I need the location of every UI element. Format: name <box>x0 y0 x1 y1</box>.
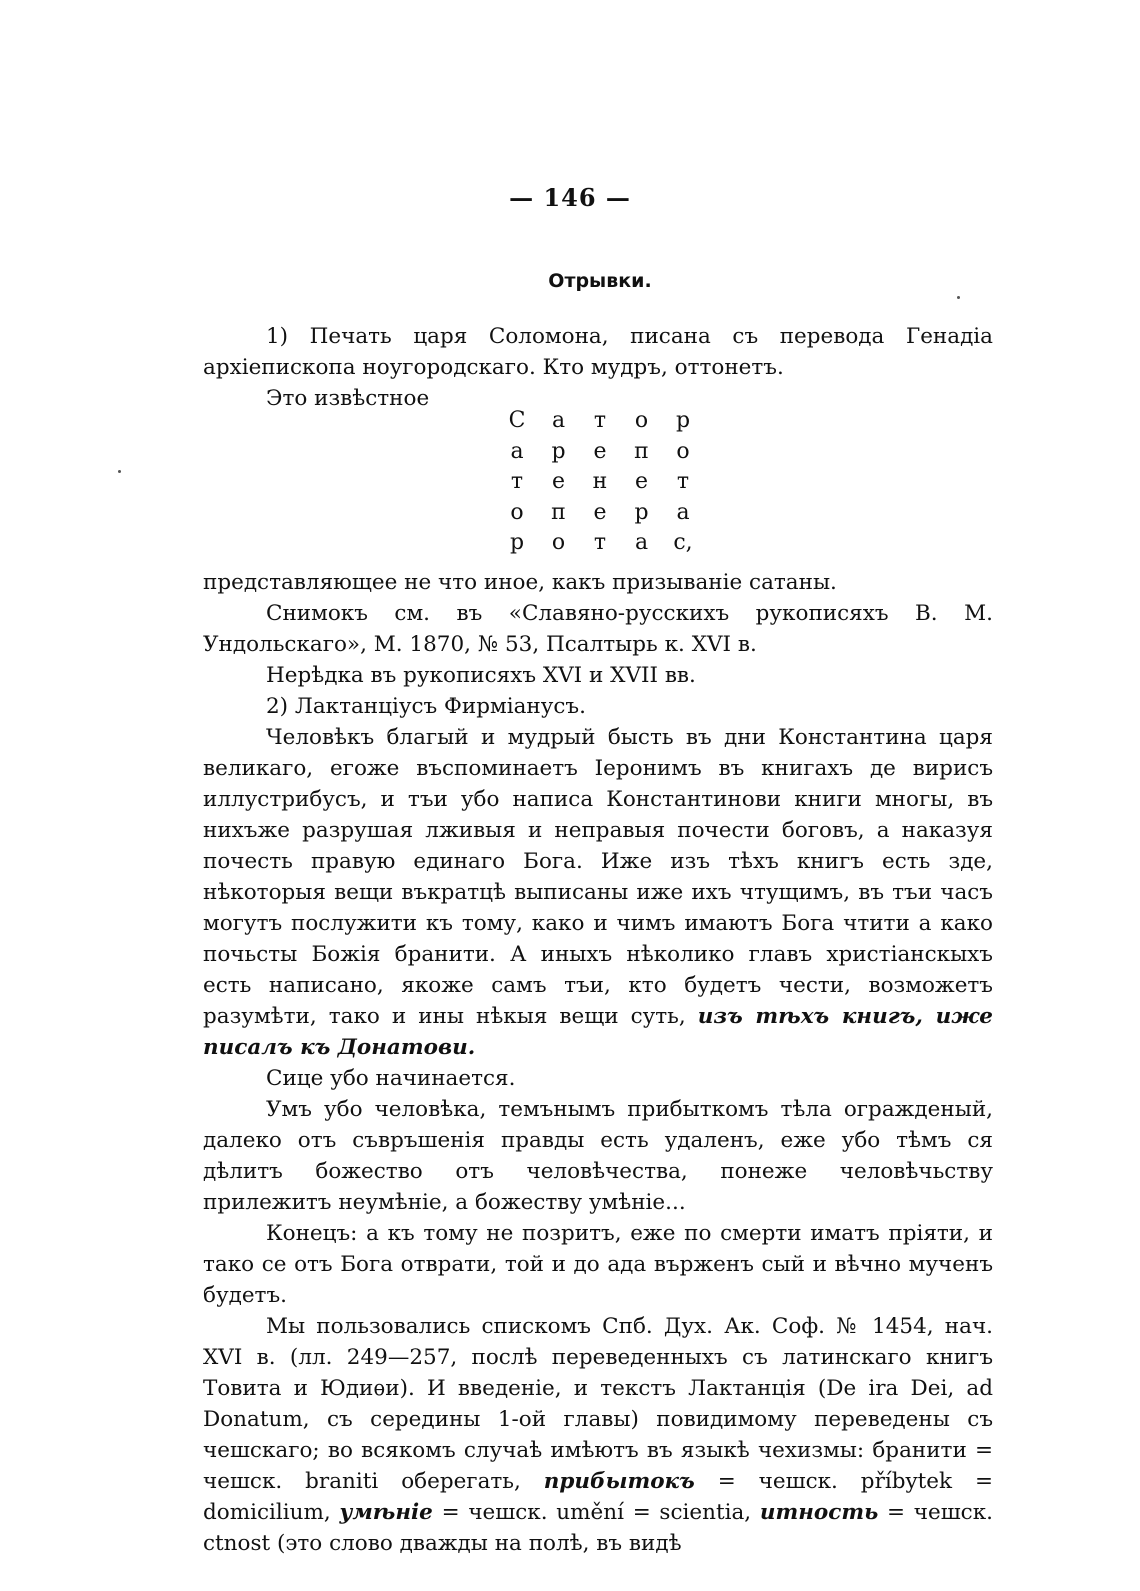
square-letter: о <box>551 530 566 555</box>
paragraph-neredka: Нерѣдка въ рукописяхъ XVI и XVII вв. <box>266 663 696 688</box>
square-letter: а <box>634 530 649 555</box>
notes-italic-3: итность <box>759 1500 879 1525</box>
square-letter: а <box>676 499 690 525</box>
square-letter: т <box>593 408 607 433</box>
square-letter: е <box>551 469 566 494</box>
paragraph-konec: Конецъ: а къ тому не позритъ, еже по смерти иматъ прiяти, и тако се отъ Бога отврати, той и до ада върженъ сый и вѣчно мученъ будетъ. <box>203 1221 993 1308</box>
text-block-main <box>203 567 993 1559</box>
paragraph-after-square: представляющее не что иное, какъ призываніе сатаны. <box>203 570 837 595</box>
square-letter: р <box>509 530 525 555</box>
scan-speck <box>957 296 960 299</box>
square-row <box>505 528 695 559</box>
chelovek-text: Человѣкъ благый и мудрый бысть въ дни Константина царя великаго, егоже въспоминаетъ Iеронимъ въ книгахъ де вирисъ иллустрибусъ, и тъи убо написа Константинови книги многы, въ нихъже разрушая лживыя и неправыя почести боговъ, а наказуя почесть правую единаго Бога. Иже изъ тѣхъ книгъ есть зде, нѣкоторыя вещи въкратцѣ выписаны иже ихъ чтущимъ, въ тъи часъ могутъ послужити къ тому, како и чимъ имаютъ Бога чтити а како почьсты Божiя бранити. А иныхъ нѣколико главъ христiанскыхъ есть написано, якоже самъ тъи, кто будетъ чести, возможетъ разумѣти, тако и ины нѣкыя вещи суть, <box>203 725 993 1029</box>
notes-text-d: = чешск. ctnost (это слово дважды на полѣ, въ видѣ <box>203 1500 993 1556</box>
square-letter: о <box>634 408 649 433</box>
sator-square <box>505 406 695 559</box>
paragraph-notes <box>203 1311 993 1559</box>
page-number: — 146 — <box>509 183 631 212</box>
square-letter: п <box>551 499 566 525</box>
paragraph-item-2: 2) Лактанцiусъ Фирмiанусъ. <box>266 694 586 719</box>
square-letter: н <box>592 469 608 494</box>
square-letter: о <box>676 438 690 464</box>
notes-italic-2: умѣнiе <box>339 1500 433 1525</box>
paragraph-chelovek <box>203 722 993 1063</box>
square-letter: т <box>676 469 690 494</box>
text-block-top <box>203 321 993 414</box>
paragraph-snimok: Снимокъ см. въ «Славяно-русскихъ рукописяхъ В. М. Ундольскаго», М. 1870, № 53, Псалтырь к. XVI в. <box>203 601 993 657</box>
square-letter: а <box>510 438 524 464</box>
paragraph-item-1: 1) Печать царя Соломона, писана съ перевода Генадiа архiепископа ноугородскаго. Кто мудръ, оттонетъ. <box>203 324 993 380</box>
chelovek-italic: изъ тѣхъ книгъ, иже писалъ къ Донатови. <box>203 1004 993 1060</box>
paragraph-um: Умъ убо человѣка, темънымъ прибыткомъ тѣла огражденый, далеко отъ съвръшенiя правды есть удаленъ, еже убо тѣмъ ся дѣлитъ божество отъ человѣчества, понеже человѣчьству прилежитъ неумѣнiе, а божеству умѣнiе... <box>203 1097 993 1215</box>
square-row <box>505 467 695 498</box>
notes-text-a: Мы пользовались спискомъ Спб. Дух. Ак. Соф. № 1454, нач. XVI в. (лл. 249—257, послѣ переведенныхъ съ латинскаго книгъ Товита и Юдиѳи). И введенiе, и текстъ Лактанцiя (De ira Dei, ad Donatum, съ середины 1-ой главы) повидимому переведены съ чешскаго; во всякомъ случаѣ имѣютъ въ языкѣ чехизмы: бранити = чешск. braniti оберегать, <box>203 1314 993 1494</box>
square-letter: р <box>634 499 649 525</box>
square-letter: р <box>551 438 566 464</box>
square-letter: е <box>634 469 649 494</box>
square-letter: т <box>593 530 607 555</box>
paragraph-sice: Сице убо начинается. <box>266 1066 516 1091</box>
square-letter: а <box>551 408 566 433</box>
square-letter: р <box>675 408 691 433</box>
section-heading: Отрывки. <box>548 270 652 292</box>
square-letter: е <box>593 438 607 464</box>
paragraph-intro: Это извѣстное <box>266 386 430 411</box>
scan-speck <box>118 470 121 473</box>
notes-text-c: = чешск. umění = scientia, <box>441 1500 752 1525</box>
square-letter: С <box>508 408 526 433</box>
square-letter: т <box>510 469 524 494</box>
square-row <box>505 406 695 437</box>
square-row <box>505 498 695 529</box>
square-row <box>505 437 695 468</box>
notes-italic-1: прибытокъ <box>543 1469 695 1494</box>
square-letter: п <box>634 438 649 464</box>
square-letter: с, <box>673 530 693 555</box>
notes-text-b: = чешск. příbytek = domicilium, <box>203 1469 993 1525</box>
square-letter: е <box>593 499 607 525</box>
square-letter: о <box>510 499 524 525</box>
